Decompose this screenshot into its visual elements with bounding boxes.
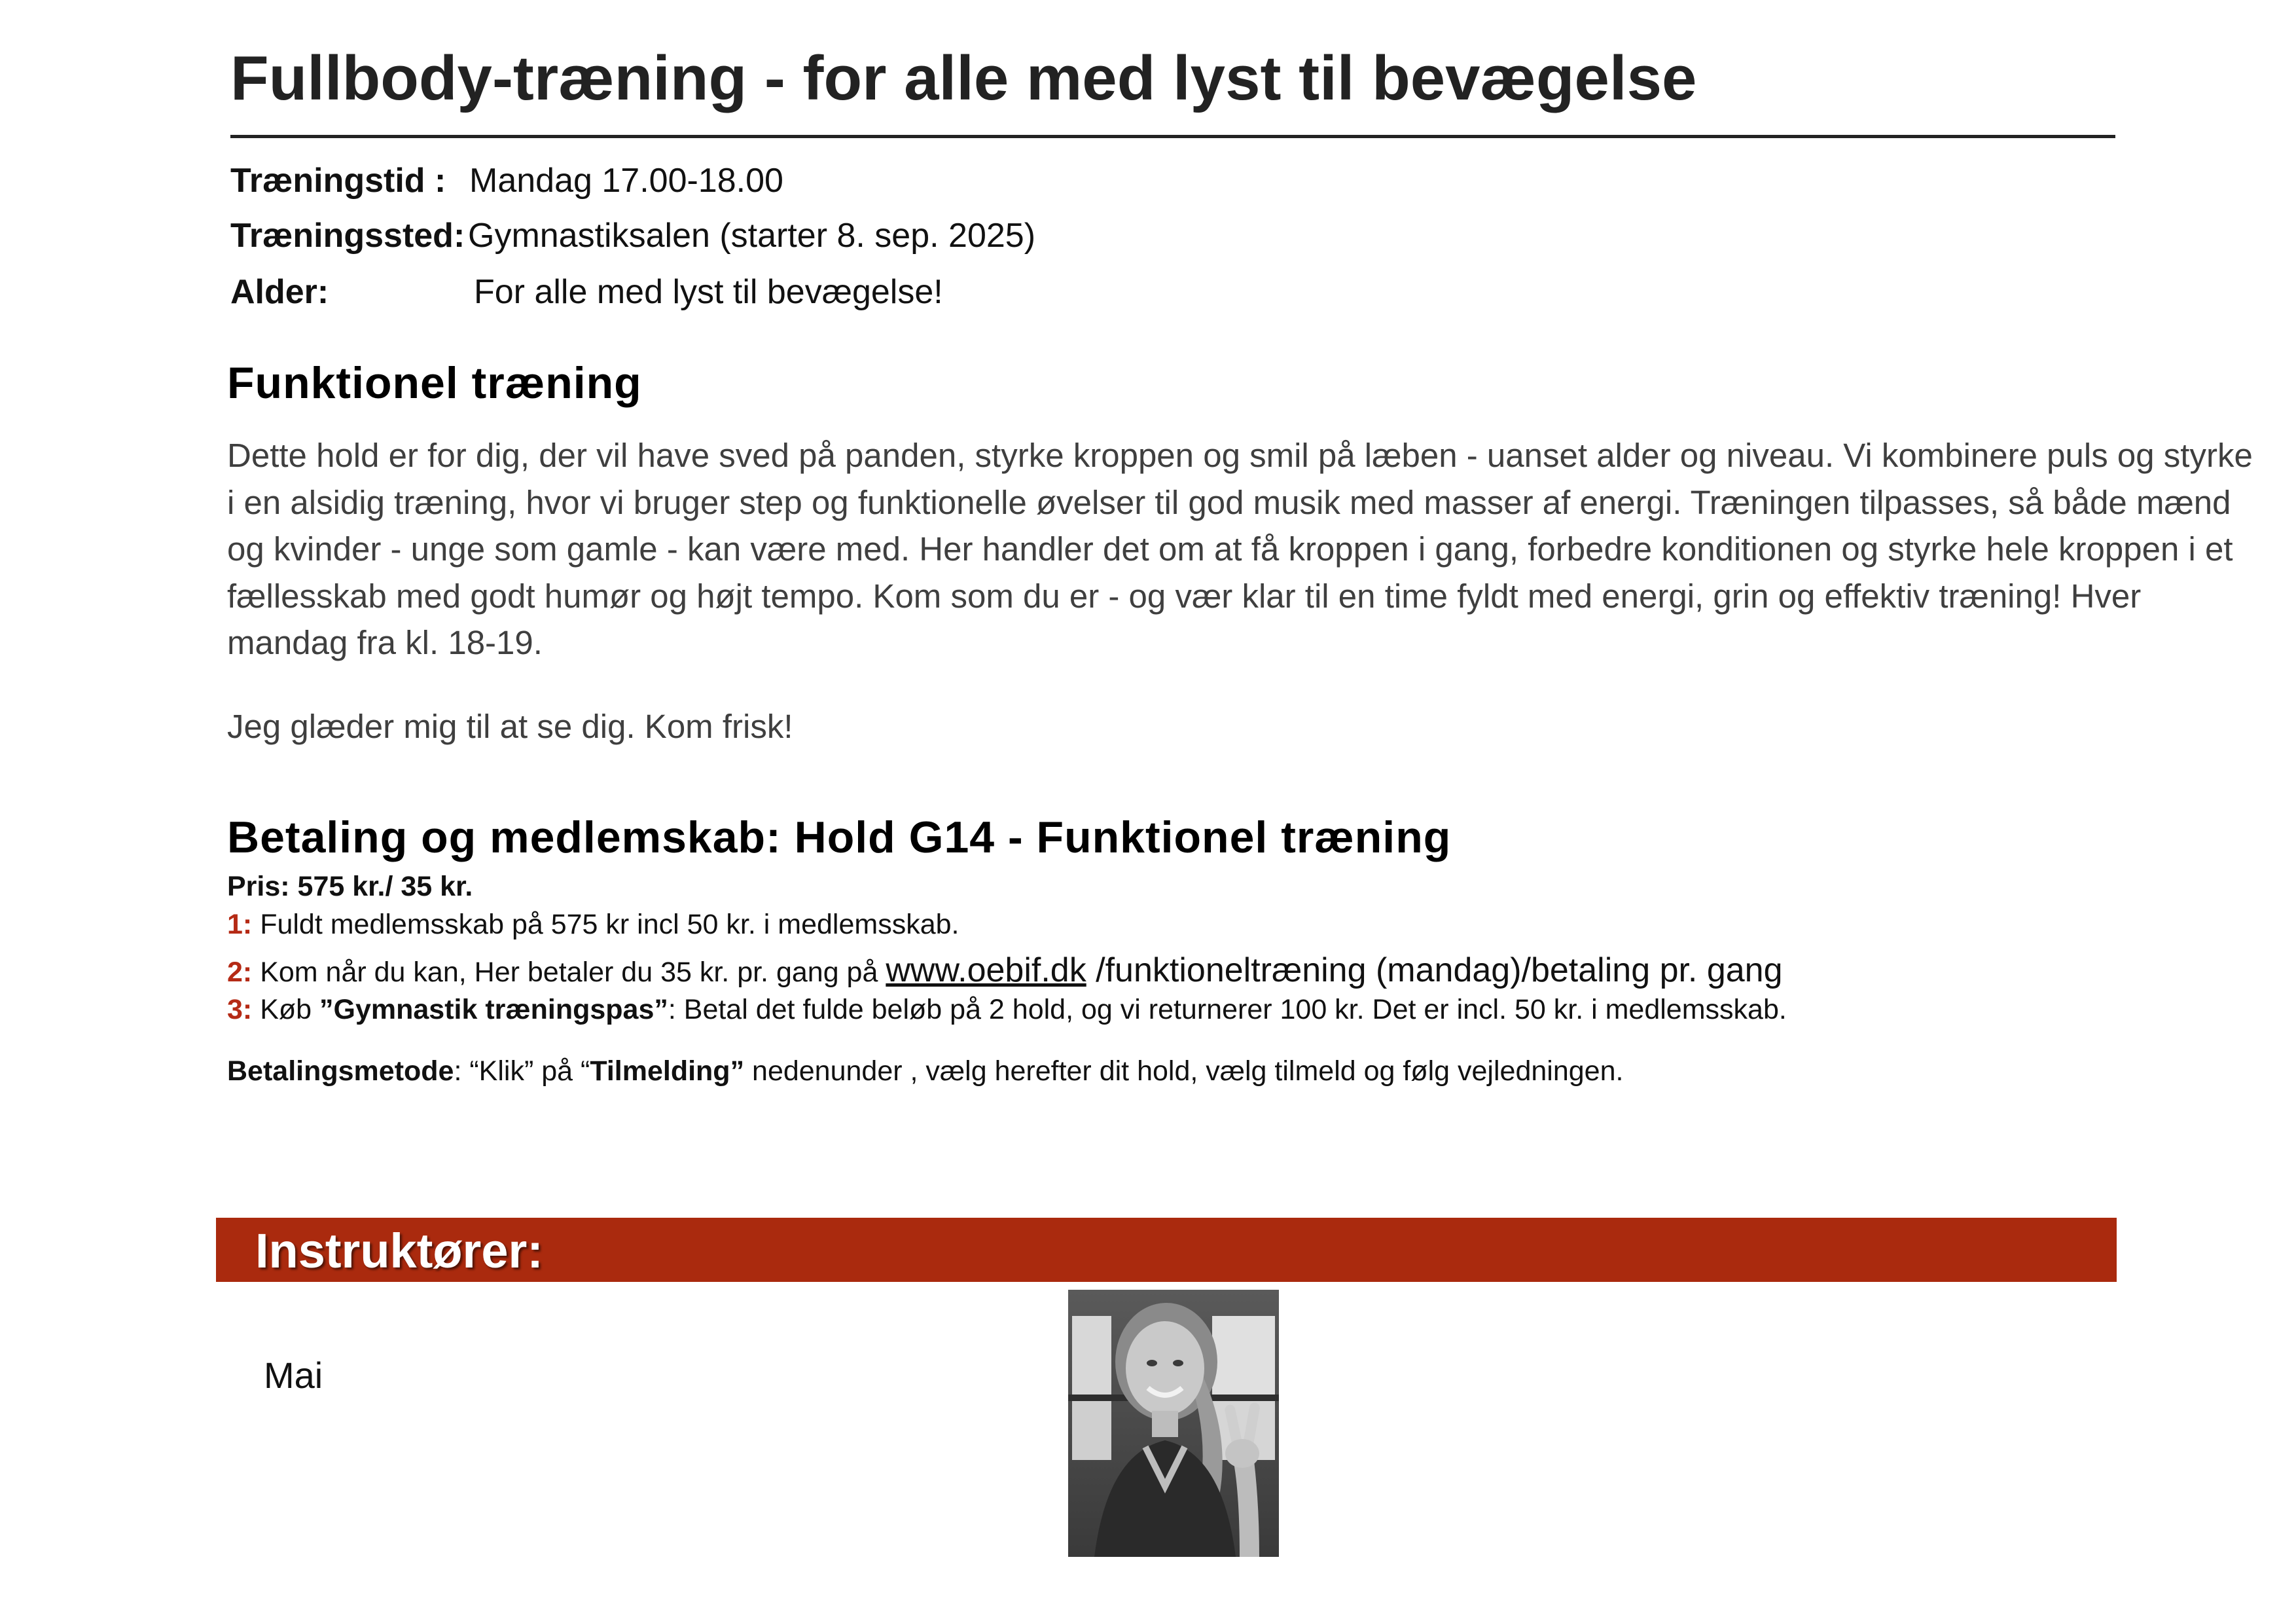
- info-label-time: Træningstid :: [230, 162, 446, 200]
- payment-option-2: [227, 951, 1783, 990]
- payment-method: [227, 1055, 1623, 1087]
- payment-method-text1: : “Klik” på “: [454, 1055, 590, 1087]
- payment-method-bold: Tilmelding”: [590, 1055, 745, 1087]
- payment-option-3: [227, 994, 1787, 1026]
- title-underline: [230, 135, 2115, 138]
- price-text: Pris: 575 kr./ 35 kr.: [227, 871, 473, 902]
- payment-option-1: [227, 909, 959, 941]
- option-suffix: /funktioneltræning (mandag)/betaling pr. gang: [1086, 951, 1783, 989]
- oebif-link[interactable]: www.oebif.dk: [886, 951, 1086, 989]
- closing-text: Jeg glæder mig til at se dig. Kom frisk!: [227, 708, 793, 745]
- option-text: Fuldt medlemsskab på 575 kr incl 50 kr. i medlemsskab.: [260, 909, 960, 940]
- instructor-photo: [1068, 1290, 1279, 1557]
- option-text: : Betal det fulde beløb på 2 hold, og vi returnerer 100 kr. Det er incl. 50 kr. i medlemsskab.: [668, 994, 1787, 1025]
- option-text: Kom når du kan, Her betaler du 35 kr. pr. gang på: [260, 957, 886, 988]
- option-prefix: Køb: [260, 994, 319, 1025]
- instructor-name: Mai: [264, 1355, 323, 1396]
- option-number: 2:: [227, 957, 253, 988]
- payment-method-label: Betalingsmetode: [227, 1055, 454, 1087]
- info-value-age: For alle med lyst til bevægelse!: [474, 273, 943, 311]
- instructors-heading: Instruktører:: [255, 1224, 543, 1278]
- training-description: Dette hold er for dig, der vil have sved på panden, styrke kroppen og smil på læben - uanset alder og niveau. Vi kombinere puls og styrke i en alsidig træning, hvor vi bruger step og funktionelle øvelser til god musik med masser af energi. Træningen tilpasses, så både mænd og kvinder - unge som gamle - kan være med. Her handler det om at få kroppen i gang, forbedre konditionen og styrke hele kroppen i et fællesskab med godt humør og højt tempo. Kom som du er - og vær klar til en time fyldt med energi, grin og effektiv træning! Hver mandag fra kl. 18-19.: [227, 437, 2253, 661]
- section-heading-payment: Betaling og medlemskab: Hold G14 - Funktionel træning: [227, 812, 1452, 862]
- option-number: 3:: [227, 994, 253, 1025]
- option-number: 1:: [227, 909, 253, 940]
- page-title: Fullbody-træning - for alle med lyst til bevægelse: [230, 43, 1697, 113]
- info-label-place: Træningssted:: [230, 217, 465, 255]
- option-bold: ”Gymnastik træningspas”: [319, 994, 668, 1025]
- payment-method-text2: nedenunder , vælg herefter dit hold, vælg tilmeld og følg vejledningen.: [744, 1055, 1624, 1087]
- section-heading-training: Funktionel træning: [227, 358, 642, 408]
- info-value-time: Mandag 17.00-18.00: [469, 162, 783, 200]
- info-label-age: Alder:: [230, 273, 329, 311]
- info-value-place: Gymnastiksalen (starter 8. sep. 2025): [468, 217, 1036, 255]
